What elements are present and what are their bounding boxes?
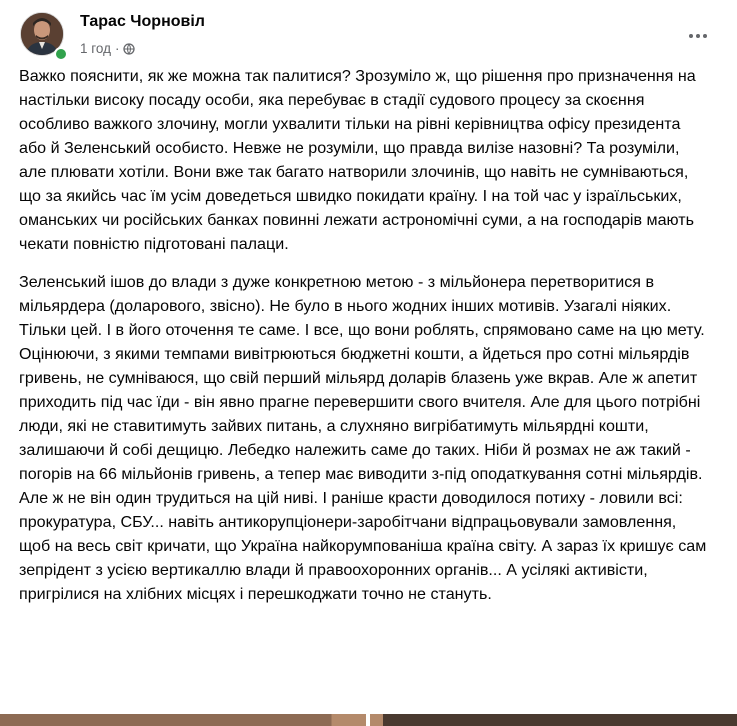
separator-dot: · (114, 41, 120, 56)
post-paragraph-1: Важко пояснити, як же можна так палитися? Зрозуміло ж, що рішення про призначення на настільки високу посаду особи, яка перебуває в стадії судового процесу за скоєння особливо важкого злочину, могли ухвалити тільки на рівні керівництва офісу президента або й Зеленський особисто. Невже не розуміли, що правда вилізе назовні? Та розуміли, але плювати хотіли. Вони вже так багато натворили злочинів, що навіть не сумніваються, що за якийсь час їм усім доведеться швидко покидати країну. І на той час у ізраїльських, оманських чи російських банках повинні лежати астрономічні суми, а на господарів мають чекати повністю підготовані палаци. (19, 67, 696, 253)
post-paragraph-2: Зеленський ішов до влади з дуже конкретною метою - з мільйонера перетворитися в мільярдера (доларового, звісно). Не було в нього жодних інших мотивів. Узагалі ніяких. Тільки цей. І в його оточення те саме. І все, що вони роблять, спрямовано саме на цю мету. Оцінюючи, з якими темпами вивітрюються бюджетні кошти, а йдеться про сотні мільярдів гривень, не сумніваюся, що свій перший мільярд доларів блазень уже вкрав. Але ж апетит приходить під час їди - він явно прагне перевершити свого вчителя. Але для цього потрібні люди, які не ставитимуть зайвих питань, а слухняно вигрібатимуть мільярдні кошти, залишаючи й собі дещицю. Лебедко належить саме до таких. Ніби й розмах не аж такий - погорів на 66 мільйонів гривень, а тепер має виводити з-під оподаткування сотні мільярдів. Але ж не він один трудиться на цій ниві. І раніше красти доводилося потиху - ловили всі: прокуратура, СБУ... навіть антикорупціонери-заробітчани відпрацьовували замовлення, щоб на весь світ кричати, що Україна найкорумпованіша країна світу. А зараз їх кришує сам зепрідент з усією вертикаллю влади й правоохоронних органів... А усілякі активісти, пригрілися на хлібних місцях і перешкоджати точно не стануть. (19, 273, 707, 603)
post-text (19, 64, 709, 620)
online-status-icon (54, 47, 68, 61)
more-options-button[interactable] (684, 26, 712, 46)
post-image-preview[interactable] (0, 714, 737, 726)
author-name[interactable]: Тарас Чорновіл (80, 13, 205, 30)
image-divider (366, 714, 370, 726)
more-dot-icon (689, 34, 693, 38)
post-meta (80, 41, 135, 56)
more-dot-icon (703, 34, 707, 38)
globe-icon[interactable] (123, 43, 135, 55)
post-header (0, 0, 737, 70)
more-dot-icon (696, 34, 700, 38)
post-time[interactable]: 1 год (80, 41, 111, 56)
